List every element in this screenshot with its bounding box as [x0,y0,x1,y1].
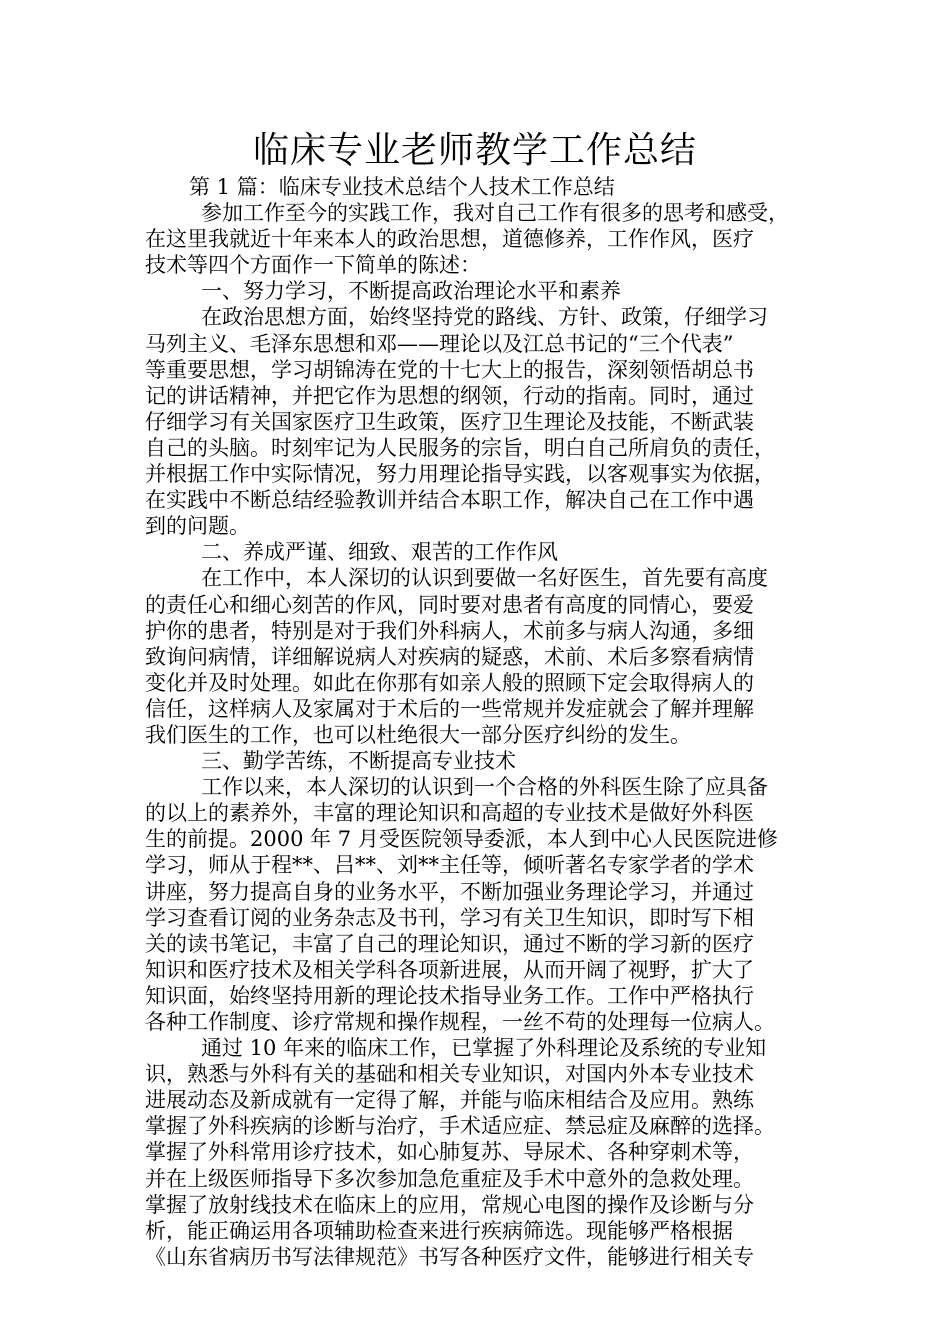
text-line: 通过 10 年来的临床工作，已掌握了外科理论及系统的专业知 [201,1036,767,1061]
text-line: 各种工作制度、诊疗常规和操作规程，一丝不苟的处理每一位病人。 [145,1010,775,1034]
text-line: 《山东省病历书写法律规范》书写各种医疗文件，能够进行相关专 [145,1244,754,1269]
document-body [145,174,825,1270]
text-line: 知识面，始终坚持用新的理论技术指导业务工作。工作中严格执行 [145,983,754,1008]
text-line: 在政治思想方面，始终坚持党的路线、方针、政策，仔细学习 [201,305,768,330]
text-line: 马列主义、毛泽东思想和邓——理论以及江总书记的“三个代表” [145,331,734,356]
text-line: 的责任心和细心刻苦的作风，同时要对患者有高度的同情心，要爱 [145,592,754,617]
text-line: 变化并及时处理。如此在你那有如亲人般的照顾下定会取得病人的 [145,670,754,695]
text-line: 信任，这样病人及家属对于术后的一些常规并发症就会了解并理解 [145,696,754,721]
text-line: 到的问题。 [145,514,250,539]
text-line: 的以上的素养外，丰富的理论知识和高超的专业技术是做好外科医 [145,801,754,826]
text-line: 学习，师从于程**、吕**、刘**主任等，倾听著名专家学者的学术 [145,853,754,878]
text-line: 等重要思想，学习胡锦涛在党的十七大上的报告，深刻领悟胡总书 [145,357,754,382]
document-title: 临床专业老师教学工作总结 [252,130,697,171]
text-line: 掌握了放射线技术在临床上的应用，常规心电图的操作及诊断与分 [145,1192,754,1217]
text-line: 掌握了外科常用诊疗技术，如心肺复苏、导尿术、各种穿刺术等， [145,1140,754,1165]
text-line: 参加工作至今的实践工作，我对自己工作有很多的思考和感受， [201,201,789,226]
text-line: 识，熟悉与外科有关的基础和相关专业知识，对国内外本专业技术 [145,1062,754,1087]
text-line: 二、养成严谨、细致、艰苦的工作作风 [201,540,558,565]
text-line: 技术等四个方面作一下简单的陈述： [145,253,481,278]
text-line: 致询问病情，详细解说病人对疾病的疑惑，术前、术后多察看病情 [145,644,754,669]
text-line: 知识和医疗技术及相关学科各项新进展，从而开阔了视野，扩大了 [145,957,754,982]
text-line: 析，能正确运用各项辅助检查来进行疾病筛选。现能够严格根据 [145,1218,733,1243]
text-line: 掌握了外科疾病的诊断与治疗，手术适应症、禁忌症及麻醉的选择。 [145,1114,775,1139]
text-line: 在工作中，本人深切的认识到要做一名好医生，首先要有高度 [201,566,768,591]
text-line: 在实践中不断总结经验教训并结合本职工作，解决自己在工作中遇 [145,488,754,513]
text-line: 一、努力学习，不断提高政治理论水平和素养 [201,279,621,304]
text-line: 并根据工作中实际情况，努力用理论指导实践，以客观事实为依据， [145,462,775,487]
text-line: 学习查看订阅的业务杂志及书刊，学习有关卫生知识，即时写下相 [145,905,754,930]
text-line: 进展动态及新成就有一定得了解，并能与临床相结合及应用。熟练 [145,1088,754,1113]
text-line: 在这里我就近十年来本人的政治思想，道德修养，工作作风，医疗 [145,227,754,252]
text-line: 工作以来，本人深切的认识到一个合格的外科医生除了应具备 [201,775,768,800]
text-line: 讲座，努力提高自身的业务水平，不断加强业务理论学习，并通过 [145,879,754,904]
text-line: 并在上级医师指导下多次参加急危重症及手术中意外的急救处理。 [145,1166,754,1191]
text-line: 护你的患者，特别是对于我们外科病人，术前多与病人沟通，多细 [145,618,754,643]
text-line: 我们医生的工作，也可以杜绝很大一部分医疗纠纷的发生。 [145,722,691,747]
document-subtitle: 第 1 篇：临床专业技术总结个人技术工作总结 [189,175,615,199]
text-line: 生的前提。2000 年 7 月受医院领导委派，本人到中心人民医院进修 [145,827,778,852]
text-line: 记的讲话精神，并把它作为思想的纲领，行动的指南。同时，通过 [145,383,754,408]
text-line: 三、勤学苦练，不断提高专业技术 [201,749,516,774]
text-line: 自己的头脑。时刻牢记为人民服务的宗旨，明白自己所肩负的责任， [145,435,775,460]
text-line: 关的读书笔记，丰富了自己的理论知识，通过不断的学习新的医疗 [145,931,754,956]
text-line: 仔细学习有关国家医疗卫生政策，医疗卫生理论及技能，不断武装 [145,409,754,434]
